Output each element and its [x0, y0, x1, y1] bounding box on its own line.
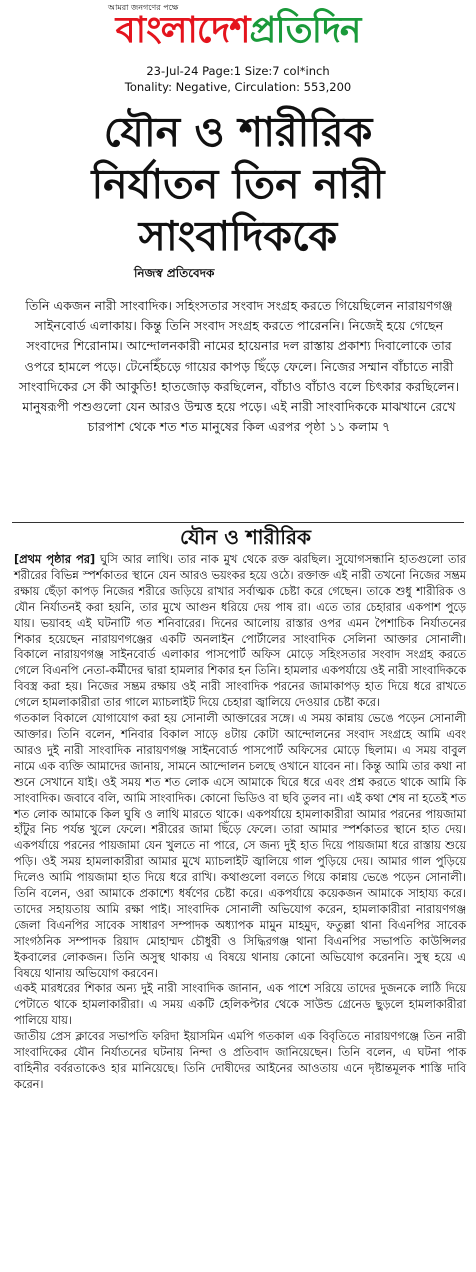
divider: [12, 522, 464, 523]
headline-line-2: নির্যাতন তিন নারী: [91, 160, 385, 208]
byline: নিজস্ব প্রতিবেদক: [134, 266, 215, 280]
continuation-body: [14, 552, 466, 1093]
lead-text: তিনি একজন নারী সাংবাদিক। সহিংসতার সংবাদ সংগ্রহ করতে গিয়েছিলেন নারায়ণগঞ্জ সাইনবোর্ড এলাকায়। কিন্তু তিনি সংবাদ সংগ্রহ করতে পারেননি। নিজেই হয়ে গেছেন সংবাদের শিরোনাম। আন্দোলনকারী নামের হায়েনার দল রাস্তায় প্রকাশ্য দিবালোকে তার ওপরে হামলে পড়ে। টেনেহিঁচড়ে গায়ের কাপড় ছিঁড়ে ফেলে। নিজের সম্মান বাঁচাতে নারী সাংবাদিকের সে কী আকুতি! হাতজোড় করছিলেন, বাঁচাও বাঁচাও বলে চিৎকার করছিলেন। মানুষরূপী পশুগুলো যেন আরও উন্মত্ত হয়ে পড়ে। এই নারী সাংবাদিককে মাঝখানে রেখে চারপাশ থেকে শত শত মানুষের কিল এরপর পৃষ্ঠা ১১ কলাম ৭: [18, 298, 460, 435]
paragraph-3: একই মারধরের শিকার অন্য দুই নারী সাংবাদিক জানান, এক পাশে সরিয়ে তাদের দুজনকে লাঠি দিয়ে পেটাতে থাকে হামলাকারীরা। এ সময় একটি হেলিকপ্টার থেকে সাউন্ড গ্রেনেড ছুড়লে হামলাকারীরা পালিয়ে যায়।: [14, 982, 466, 1028]
headline-line-1: যৌন ও শারীরিক: [103, 108, 373, 156]
lead-paragraph: [14, 296, 464, 437]
masthead: [0, 0, 476, 60]
paragraph-2: গতকাল বিকালে যোগাযোগ করা হয় সোনালী আক্তারের সঙ্গে। এ সময় কান্নায় ভেঙে পড়েন সোনালী আক্তার। তিনি বলেন, শনিবার বিকাল সাড়ে ৪টায় কোটা আন্দোলনের সংবাদ সংগ্রহে আমি এবং আরও দুই নারী সাংবাদিক নারায়ণগঞ্জ সাইনবোর্ড পাসপোর্ট অফিসের মোড়ে ছিলাম। এ সময় বাবুল নামে এক ব্যক্তি আমাদের জানায়, সামনে আন্দোলন চলছে ওখানে যাবেন না। কিন্তু আমি তার কথা না শুনে সেখানে যাই। ওই সময় শত শত লোক এসে আমাকে ঘিরে ধরে এবং প্রশ্ন করতে থাকে আমি কি সাংবাদিক। জবাবে বলি, আমি সাংবাদিক। কোনো ভিডিও বা ছবি তুলব না। এই কথা শেষ না হতেই শত শত লোক আমাকে কিল ঘুষি ও লাথি মারতে থাকে। একপর্যায়ে হামলাকারীরা আমার পরনের পায়জামা হাঁটুর নিচ পর্যন্ত খুলে ফেলে। শরীরের জামা ছিঁড়ে ফেলে। তারা আমার স্পর্শকাতর স্থানে হাত দেয়। একপর্যায়ে পরনের পায়জামা যেন খুলতে না পারে, সে জন্য দুই হাত দিয়ে পায়জামা ধরে রাস্তায় শুয়ে পড়ি। ওই সময় হামলাকারীরা আমার মুখে ম্যাচলাইট জ্বালিয়ে গাল পুড়িয়ে দেয়। আমার গাল পুড়িয়ে দিলেও আমি পায়জামা হাত দিয়ে ধরে রাখি। কথাগুলো বলতে গিয়ে কান্নায় ভেঙে পড়েন সোনালী। তিনি বলেন, ওরা আমাকে প্রকাশ্যে ধর্ষণের চেষ্টা করে। একপর্যায়ে কয়েকজন আমাকে সাহায্য করে। তাদের সহায়তায় আমি রক্ষা পাই। সাংবাদিক সোনালী অভিযোগ করেন, হামলাকারীরা নারায়ণগঞ্জ জেলা বিএনপির সাবেক সাধারণ সম্পাদক অধ্যাপক মামুন মাহমুদ, ফতুল্লা থানা বিএনপির সাবেক সাংগঠনিক সম্পাদক রিয়াদ মোহাম্মদ চৌধুরী ও সিদ্ধিরগঞ্জ থানা বিএনপির সভাপতি কাউন্সিলর ইকবালের লোকজন। তিনি অসুস্থ থাকায় এ বিষয়ে থানায় কোনো অভিযোগ করেননি। সুস্থ হয়ে এ বিষয়ে থানায় অভিযোগ করবেন।: [14, 712, 466, 980]
clipping-meta-tonality: Tonality: Negative, Circulation: 553,200: [124, 80, 352, 94]
logo-part-protidin: প্রতিদিন: [249, 10, 361, 51]
paragraph-1: [14, 552, 466, 711]
newspaper-logo: [0, 10, 476, 52]
masthead-tagline: আমরা জনগণের পক্ষে: [108, 3, 179, 12]
clipping-meta-date: 23-Jul-24 Page:1 Size:7 col*inch: [146, 64, 330, 78]
paragraph-1-text: ঘুসি আর লাথি। তার নাক মুখ থেকে রক্ত ঝরছিল। সুযোগসন্ধানি হাতগুলো তার শরীরের বিভিন্ন স্পর্শকাতর স্থানে যেন আরও ভয়ংকর হয়ে ওঠে। রক্তাক্ত এই নারী তখনো নিজের সম্ভ্রম রক্ষায় ছেঁড়া কাপড় নিজের শরীরে জড়িয়ে রাখার সর্বাত্মক চেষ্টা করে গেছেন। তাকে শুধু শারীরিক ও যৌন নির্যাতনই করা হয়নি, তার মুখে আগুন ধরিয়ে দেয় পাষ রা। এতে তার চেহারার একপাশ পুড়ে যায়। ভয়াবহ এই ঘটনাটি গত শনিবারের। দিনের আলোয় রাস্তার ওপর এমন পৈশাচিক নির্যাতনের শিকার হয়েছেন নারায়ণগঞ্জের একটি অনলাইন পোর্টালের সাংবাদিক সেলিনা আক্তার সোনালী। বিকালে নারায়ণগঞ্জ সাইনবোর্ড এলাকার পাসপোর্ট অফিস মোড়ে সহিংসতার সংবাদ সংগ্রহ করতে গেলে বিএনপি নেতা-কর্মীদের দ্বারা হামলার শিকার হন তিনি। হামলার একপর্যায়ে ওই নারী সাংবাদিককে বিবস্ত্র করা হয়। নিজের সম্ভ্রম রক্ষায় ওই নারী সাংবাদিক পরনের জামাকাপড় হাত দিয়ে ধরে রাখতে গেলে হামলাকারীরা তার গালে ম্যাচলাইট দিয়ে চেহারা জ্বালিয়ে দেওয়ার চেষ্টা করে।: [14, 553, 466, 710]
continuation-prefix: [প্রথম পৃষ্ঠার পর]: [14, 553, 96, 566]
continuation-title: যৌন ও শারীরিক: [180, 525, 312, 549]
headline-line-3: সাংবাদিককে: [138, 212, 338, 260]
logo-part-bangladesh: বাংলাদেশ: [115, 10, 250, 51]
paragraph-4: জাতীয় প্রেস ক্লাবের সভাপতি ফরিদা ইয়াসমিন এমপি গতকাল এক বিবৃতিতে নারায়ণগঞ্জে তিন নারী সাংবাদিকের যৌন নির্যাতনের ঘটনায় নিন্দা ও প্রতিবাদ জানিয়েছেন। তিনি বলেন, এ ঘটনা পাক বাহিনীর বর্বরতাকেও হার মানিয়েছে। তিনি দোষীদের আইনের আওতায় এনে দৃষ্টান্তমূলক শাস্তি দাবি করেন।: [14, 1030, 466, 1091]
